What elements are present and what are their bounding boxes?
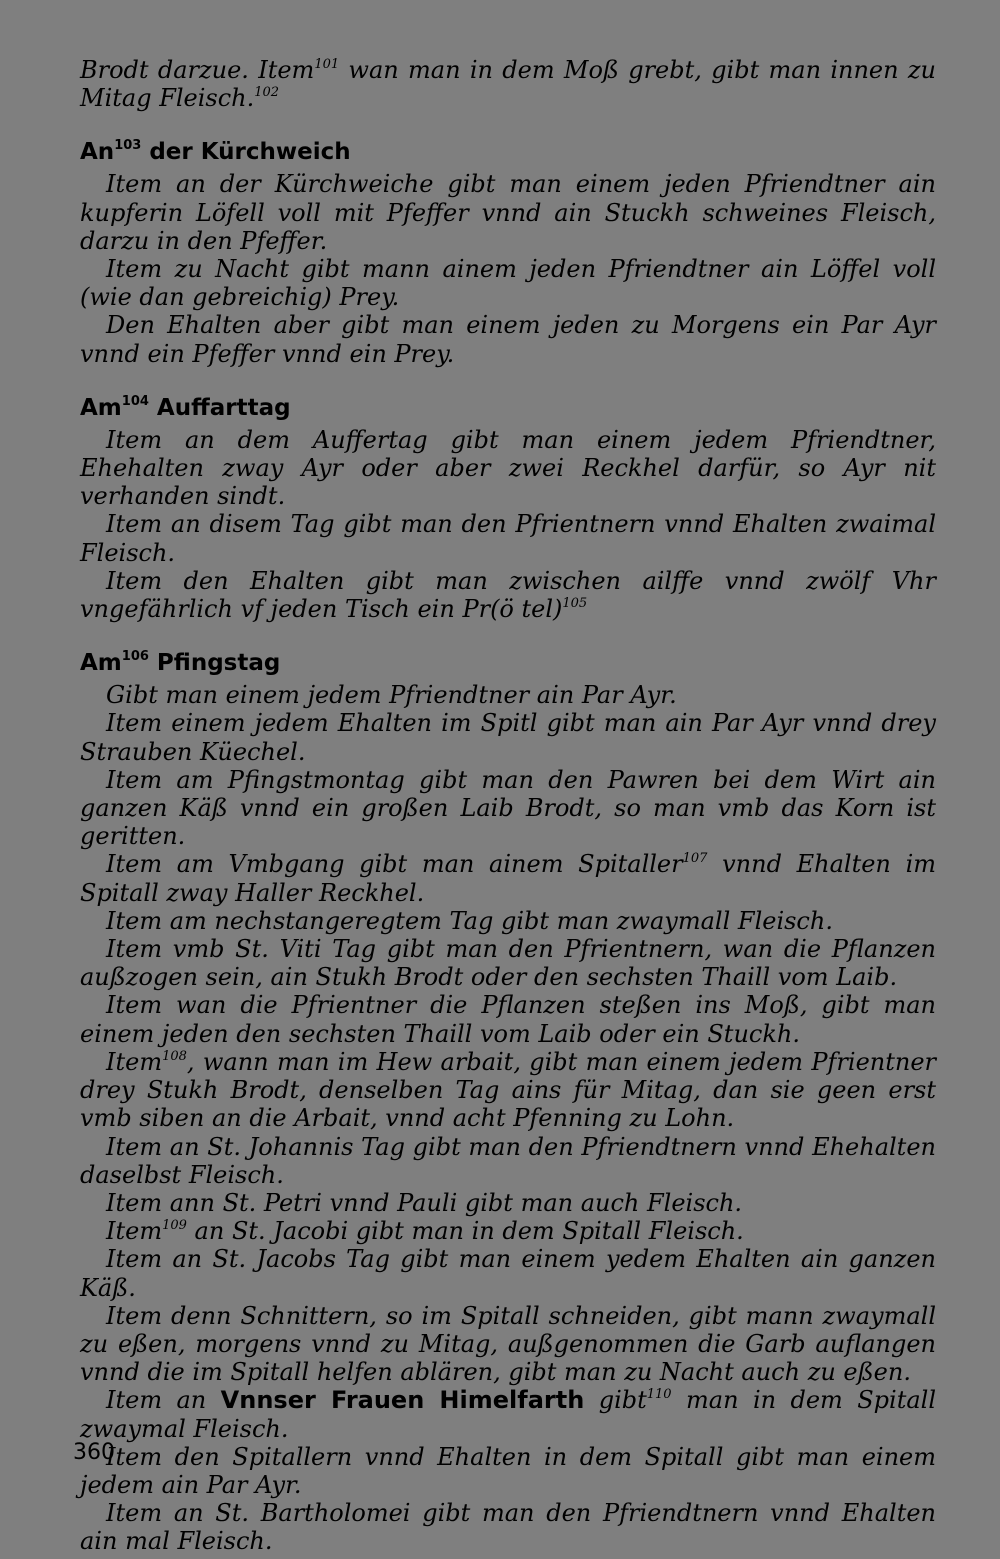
paragraph-text: Item am Vmbgang gibt man ainem Spitaller <box>106 850 683 879</box>
footnote-ref: 107 <box>682 851 708 867</box>
paragraph: Item vmb St. Viti Tag gibt man den Pfrientnern, wan die Pflanzen außzogen sein, ain Stukh Brodt oder den sechsten Thaill vom Laib. <box>80 935 936 992</box>
intro-text-2: wan man in dem Moß grebt, gibt man innen zu Mitag Fleisch. <box>80 56 936 113</box>
footnote-ref: 104 <box>121 393 149 409</box>
paragraph: Gibt man einem jedem Pfriendtner ain Par Ayr. <box>106 681 677 710</box>
section-heading-auffarttag <box>80 394 936 422</box>
section-heading-pfingstag <box>80 649 936 677</box>
paragraph-text: Item den Ehalten gibt man zwischen ailffe vnnd zwölf Vhr vngefährlich vf jeden Tisch ein Pr(ö tel) <box>80 566 936 624</box>
paragraph: Item denn Schnittern, so im Spitall schneiden, gibt mann zwaymall zu eßen, morgens vnnd zu Mitag, außgenommen die Garb auflangen vnnd die im Spitall helfen ablären, gibt man zu Nacht auch zu eßen. <box>80 1301 936 1387</box>
paragraph: Item an disem Tag gibt man den Pfrientnern vnnd Ehalten zwaimal Fleisch. <box>80 510 936 567</box>
footnote-ref: 105 <box>562 596 588 612</box>
section-heading-kuerchweich <box>80 138 936 166</box>
heading-rest: der Kürchweich <box>141 139 351 166</box>
paragraph: Item an St. Bartholomei gibt man den Pfriendtnern vnnd Ehalten ain mal Fleisch. <box>80 1499 936 1556</box>
paragraph: Item an dem Auffertag gibt man einem jedem Pfriendtner, Ehehalten zway Ayr oder aber zwei Reckhel darfür, so Ayr nit verhanden sindt. <box>80 425 936 511</box>
heading-word: An <box>80 139 115 166</box>
paragraph <box>80 567 936 623</box>
paragraph-text: Item <box>106 1047 163 1076</box>
paragraph: Item an St. Johannis Tag gibt man den Pfriendtnern vnnd Ehehalten daselbst Fleisch. <box>80 1132 936 1189</box>
paragraph <box>80 850 936 906</box>
paragraph <box>80 1048 936 1133</box>
paragraph <box>80 1217 936 1245</box>
footnote-ref: 109 <box>162 1218 187 1234</box>
heading-word: Am <box>80 394 122 421</box>
paragraph-text: Item <box>106 1217 163 1246</box>
paragraph: Item am nechstangeregtem Tag gibt man zwaymall Fleisch. <box>106 906 833 935</box>
footnote-ref: 110 <box>646 1387 672 1403</box>
paragraph-text: , wann man im Hew arbait, gibt man einem jedem Pfrientner drey Stukh Brodt, denselben Tag ains für Mitag, dan sie geen erst vmb siben an die Arbait, vnnd acht Pfenning zu Lohn. <box>80 1047 936 1133</box>
footnote-ref: 101 <box>314 57 340 72</box>
footnote-ref: 103 <box>114 138 142 154</box>
paragraph: Item wan die Pfrientner die Pflanzen steßen ins Moß, gibt man einem jeden den sechsten Thaill vom Laib oder ein Stuckh. <box>80 991 936 1048</box>
paragraph-text: vnnd Ehalten im Spitall zway Haller Reckhel. <box>80 850 937 907</box>
paragraph: Item an St. Jacobs Tag gibt man einem yedem Ehalten ain ganzen Käß. <box>80 1245 936 1302</box>
paragraph: Den Ehalten aber gibt man einem jeden zu Morgens ein Par Ayr vnnd ein Pfeffer vnnd ein Prey. <box>80 311 936 368</box>
heading-rest: Auffarttag <box>148 394 291 421</box>
feast-name: Vnnser Frauen Himelfarth <box>220 1386 585 1415</box>
paragraph: Item einem jedem Ehalten im Spitl gibt man ain Par Ayr vnnd drey Strauben Küechel. <box>80 709 936 766</box>
paragraph: Item an der Kürchweiche gibt man einem jeden Pfriendtner ain kupferin Löfell voll mit Pfeffer vnnd ain Stuckh schweines Fleisch, darzu in den Pfeffer. <box>80 170 936 255</box>
paragraph: Item den Spitallern vnnd Ehalten in dem Spitall gibt man einem jedem ain Par Ayr. <box>80 1442 936 1499</box>
intro-paragraph <box>80 56 936 112</box>
heading-word: Am <box>80 650 122 677</box>
footnote-ref: 102 <box>254 85 280 101</box>
paragraph <box>80 1386 936 1442</box>
footnote-ref: 106 <box>121 649 149 665</box>
footnote-ref: 108 <box>162 1048 187 1064</box>
heading-rest: Pfingstag <box>148 650 281 677</box>
paragraph-text: man in dem Spitall zwaymal Fleisch. <box>80 1386 936 1443</box>
paragraph-text: an St. Jacobi gibt man in dem Spitall Fleisch. <box>186 1217 744 1246</box>
paragraph-text: gibt <box>584 1386 647 1415</box>
paragraph: Item ann St. Petri vnnd Pauli gibt man auch Fleisch. <box>106 1188 743 1217</box>
paragraph: Item zu Nacht gibt mann ainem jeden Pfriendtner ain Löffel voll (wie dan gebreichig) Prey. <box>80 255 936 312</box>
paragraph-text: Item an <box>106 1386 221 1415</box>
page-body <box>80 56 936 1556</box>
paragraph: Item am Pfingstmontag gibt man den Pawren bei dem Wirt ain ganzen Käß vnnd ein großen Laib Brodt, so man vmb das Korn ist geritten. <box>80 765 936 851</box>
page-number: 360 <box>73 1440 115 1465</box>
intro-text-1: Brodt darzue. Item <box>80 56 315 84</box>
